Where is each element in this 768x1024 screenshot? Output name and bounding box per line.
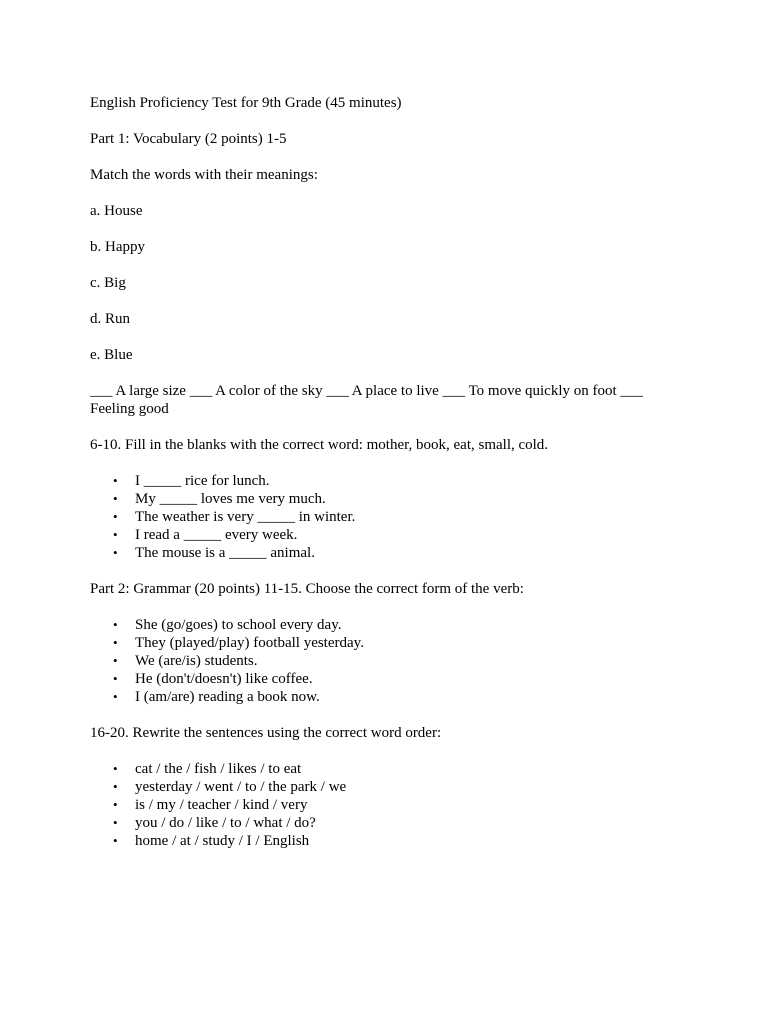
list-item-text: They (played/play) football yesterday. — [135, 635, 364, 651]
list-item — [113, 526, 680, 544]
list-item — [113, 634, 680, 652]
list-item — [113, 670, 680, 688]
bullet-icon: • — [113, 527, 118, 542]
vocab-word: e. Blue — [90, 347, 133, 363]
order-list — [90, 760, 680, 850]
list-item-text: I (am/are) reading a book now. — [135, 689, 320, 705]
bullet-icon: • — [113, 635, 118, 650]
list-item — [113, 472, 680, 490]
vocab-word: d. Run — [90, 311, 131, 327]
list-item-text: I read a _____ every week. — [135, 527, 298, 543]
list-item-text: cat / the / fish / likes / to eat — [135, 761, 302, 777]
vocab-word: c. Big — [90, 275, 126, 291]
bullet-icon: • — [113, 473, 118, 488]
test-title: English Proficiency Test for 9th Grade (45 minutes) — [90, 95, 402, 111]
meanings-line: ___ A large size ___ A color of the sky ___ A place to live ___ To move quickly on foot ___ Feeling good — [90, 383, 643, 417]
list-item-text: is / my / teacher / kind / very — [135, 797, 308, 813]
bullet-icon: • — [113, 761, 118, 776]
vocab-word: b. Happy — [90, 239, 145, 255]
bullet-icon: • — [113, 797, 118, 812]
part2-heading: Part 2: Grammar (20 points) 11-15. Choose the correct form of the verb: — [90, 581, 524, 597]
list-item — [113, 796, 680, 814]
list-item — [113, 508, 680, 526]
document-page — [90, 94, 680, 868]
list-item-text: She (go/goes) to school every day. — [135, 617, 342, 633]
bullet-icon: • — [113, 491, 118, 506]
list-item-text: The weather is very _____ in winter. — [135, 509, 356, 525]
list-item — [113, 688, 680, 706]
list-item — [113, 652, 680, 670]
list-item-text: He (don't/doesn't) like coffee. — [135, 671, 313, 687]
vocab-word: a. House — [90, 203, 143, 219]
list-item — [113, 832, 680, 850]
bullet-icon: • — [113, 545, 118, 560]
list-item — [113, 814, 680, 832]
bullet-icon: • — [113, 671, 118, 686]
list-item-text: home / at / study / I / English — [135, 833, 310, 849]
list-item — [113, 778, 680, 796]
bullet-icon: • — [113, 833, 118, 848]
list-item — [113, 544, 680, 562]
list-item-text: I _____ rice for lunch. — [135, 473, 270, 489]
list-item-text: The mouse is a _____ animal. — [135, 545, 315, 561]
list-item — [113, 490, 680, 508]
bullet-icon: • — [113, 689, 118, 704]
part1-heading: Part 1: Vocabulary (2 points) 1-5 — [90, 131, 287, 147]
bullet-icon: • — [113, 815, 118, 830]
match-instruction: Match the words with their meanings: — [90, 167, 318, 183]
bullet-icon: • — [113, 779, 118, 794]
verb-list — [90, 616, 680, 706]
fill-list — [90, 472, 680, 562]
list-item — [113, 760, 680, 778]
list-item-text: We (are/is) students. — [135, 653, 258, 669]
list-item-text: yesterday / went / to / the park / we — [135, 779, 347, 795]
list-item-text: My _____ loves me very much. — [135, 491, 326, 507]
bullet-icon: • — [113, 509, 118, 524]
bullet-icon: • — [113, 653, 118, 668]
order-instruction: 16-20. Rewrite the sentences using the correct word order: — [90, 725, 442, 741]
bullet-icon: • — [113, 617, 118, 632]
fill-instruction: 6-10. Fill in the blanks with the correct word: mother, book, eat, small, cold. — [90, 437, 549, 453]
list-item — [113, 616, 680, 634]
list-item-text: you / do / like / to / what / do? — [135, 815, 316, 831]
